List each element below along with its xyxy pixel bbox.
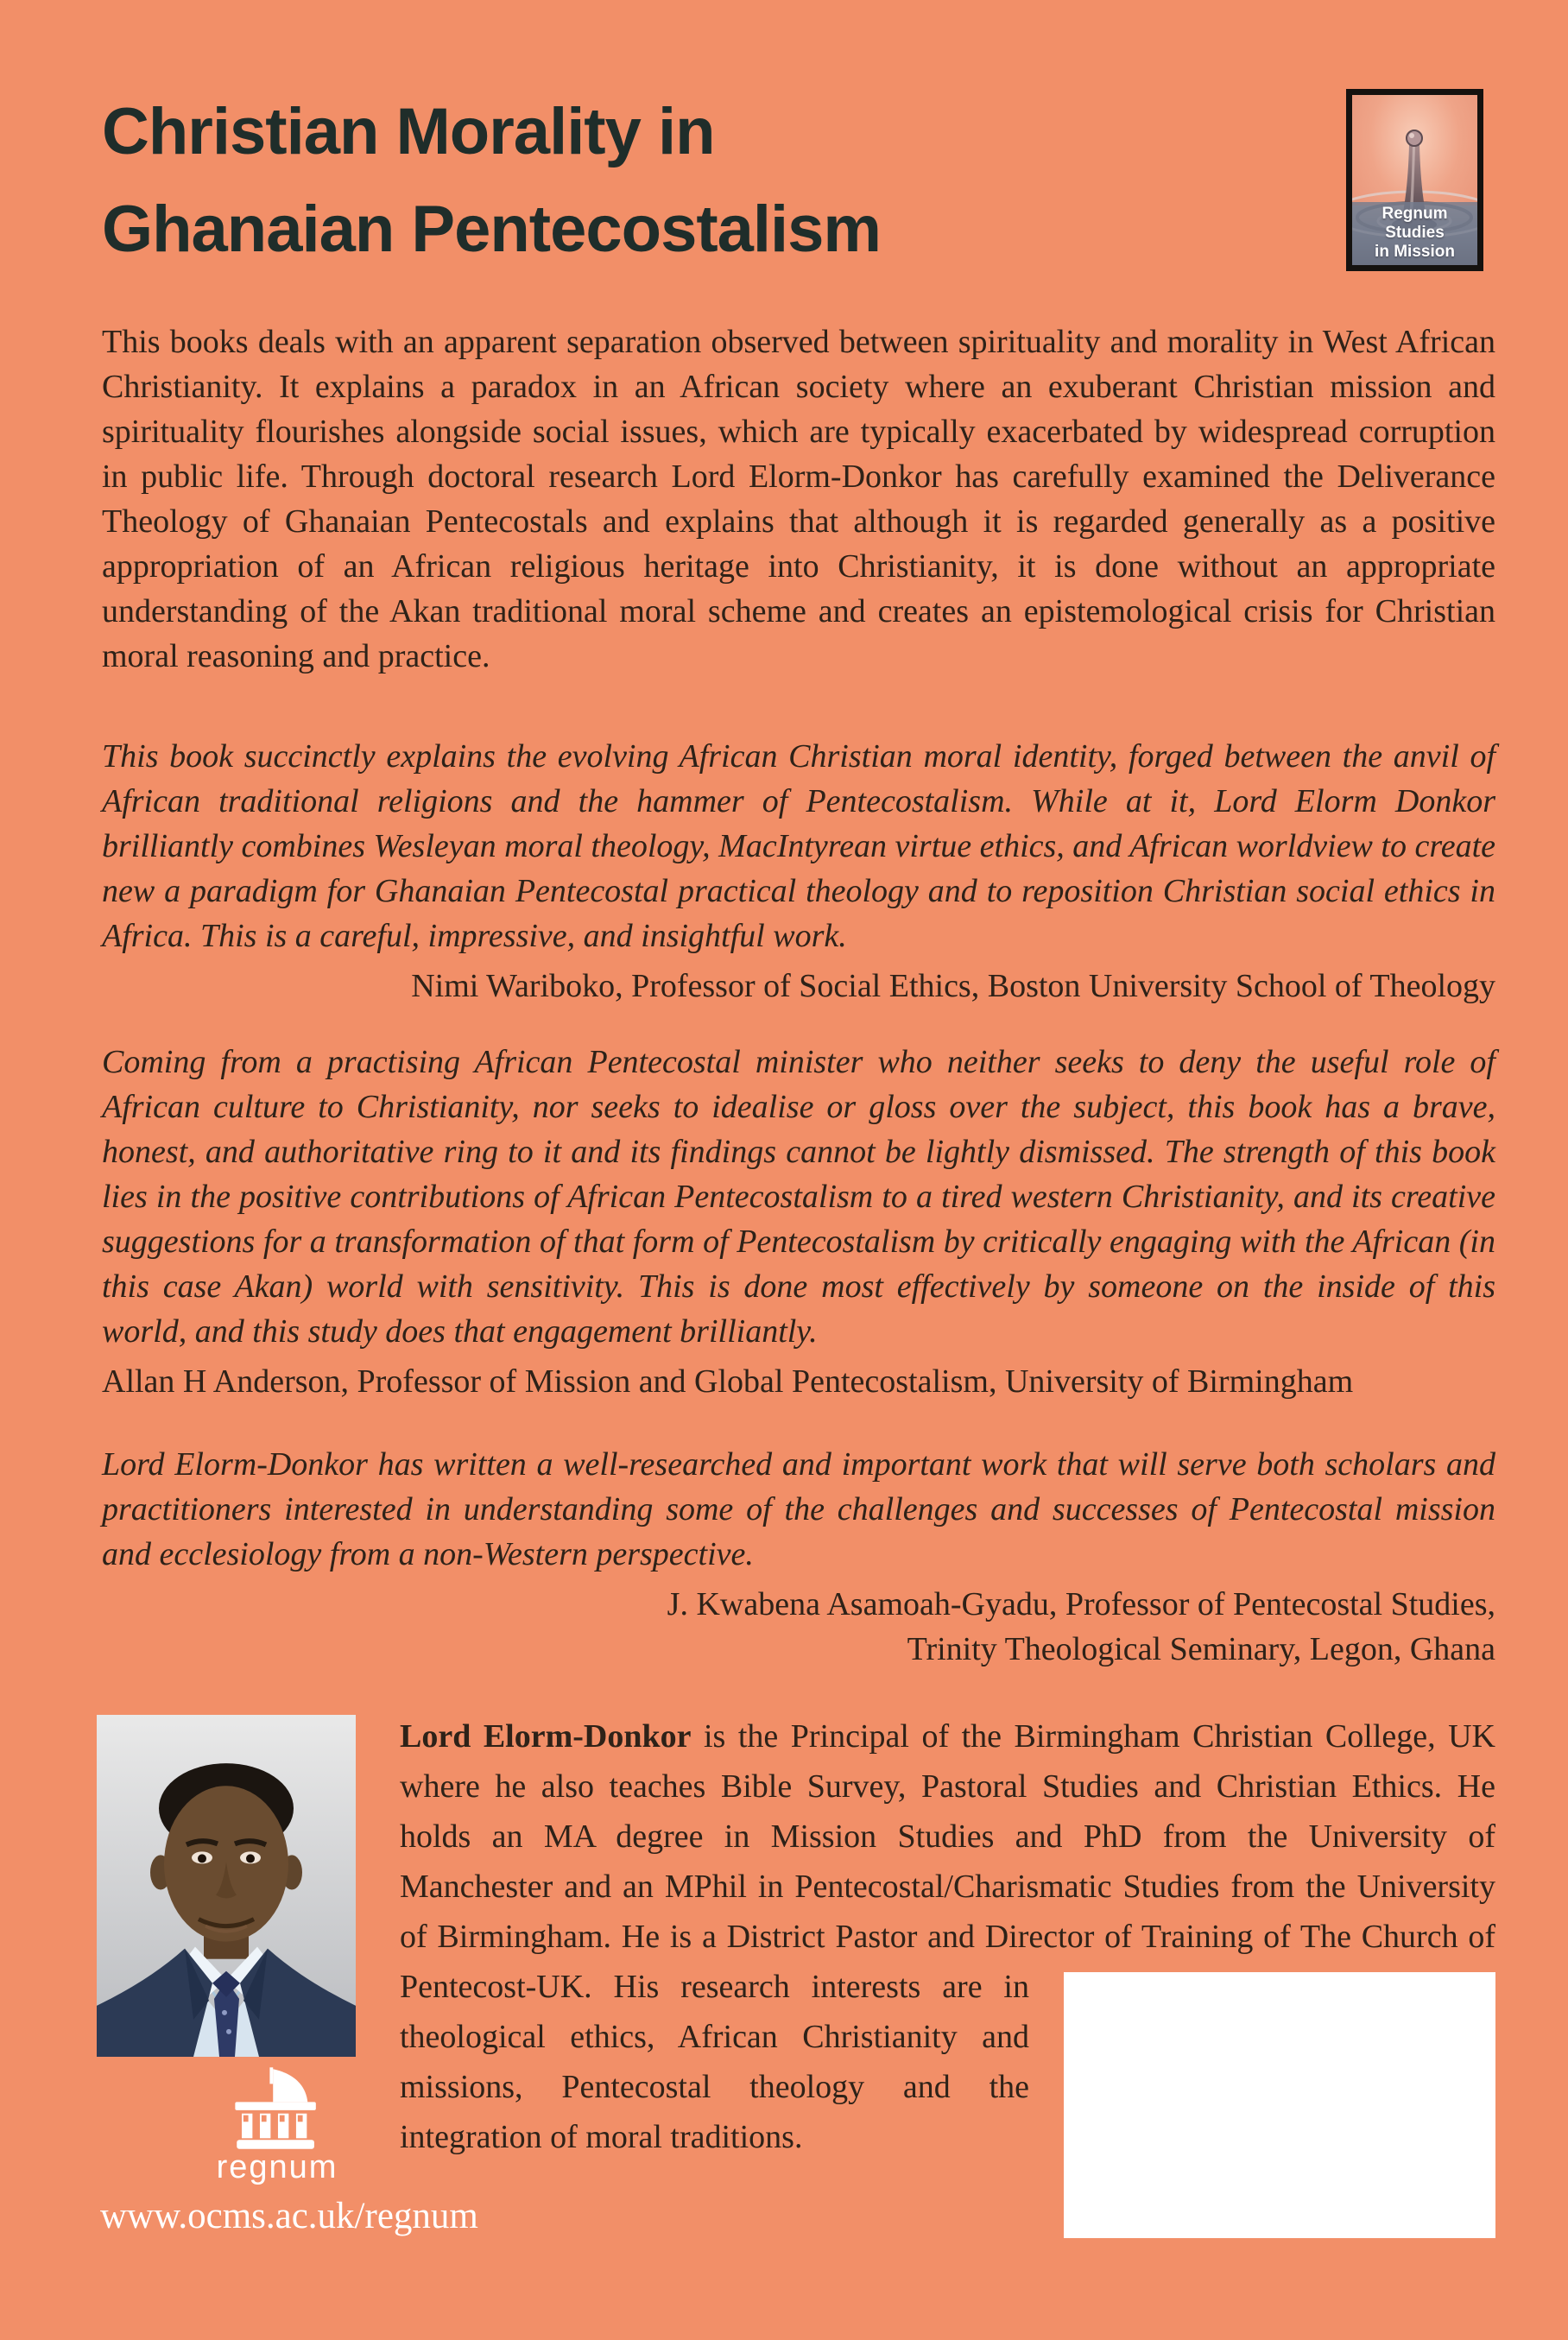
author-name: Lord Elorm-Donkor <box>400 1718 692 1755</box>
publisher-logo <box>212 2067 342 2185</box>
book-title <box>102 83 1495 278</box>
endorsement-attribution-1: Nimi Wariboko, Professor of Social Ethics, Boston University School of Theology <box>411 968 1495 1004</box>
regnum-building-icon <box>224 2067 331 2150</box>
book-title-line1: Christian Morality in <box>102 95 715 168</box>
series-badge-caption <box>1352 202 1477 265</box>
endorsement-quote-3: Lord Elorm-Donkor has written a well-researched and important work that will serve both scholars and practitioners interested in understanding some of the challenges and successes of Pentecostal mission and ecclesiology from a non-Western perspective. <box>102 1446 1495 1572</box>
endorsement-attribution-3-line1: J. Kwabena Asamoah-Gyadu, Professor of Pentecostal Studies, <box>667 1586 1495 1622</box>
series-badge-caption-line2: in Mission <box>1375 243 1455 261</box>
publisher-logo-text: regnum <box>216 2149 338 2185</box>
endorsement-attribution-2: Allan H Anderson, Professor of Mission and Global Pentecostalism, University of Birmingham <box>102 1363 1354 1400</box>
publisher-url: www.ocms.ac.uk/regnum <box>100 2196 478 2236</box>
barcode-placeholder <box>1064 1972 1495 2238</box>
endorsement-attribution-3-line2: Trinity Theological Seminary, Legon, Ghana <box>907 1631 1495 1667</box>
series-badge <box>1346 89 1483 271</box>
endorsement-attribution-3 <box>102 1582 1495 1672</box>
author-photo <box>97 1715 356 2057</box>
series-badge-caption-line1: Regnum Studies <box>1381 205 1448 242</box>
endorsement-quote-2: Coming from a practising African Pentecostal minister who neither seeks to deny the useful role of African culture to Christianity, nor seeks to idealise or gloss over the subject, this book has a brave, honest, and authoritative ring to it and its findings cannot be lightly dismissed. The strength of this book lies in the positive contributions of African Pentecostalism to a tired western Christianity, and its creative suggestions for a transformation of that form of Pentecostalism by critically engaging with the African (in this case Akan) world with sensitivity. This is done most effectively by someone on the inside of this world, and this study does that engagement brilliantly. <box>102 1044 1495 1350</box>
synopsis-paragraph: This books deals with an apparent separation observed between spirituality and morality in West African Christianity. It explains a paradox in an African society where an exuberant Christian mission and spirituality flourishes alongside social issues, which are typically exacerbated by widespread corruption in public life. Through doctoral research Lord Elorm-Donkor has carefully examined the Deliverance Theology of Ghanaian Pentecostals and explains that although it is regarded generally as a positive appropriation of an African religious heritage into Christianity, it is done without an appropriate understanding of the Akan traditional moral scheme and creates an epistemological crisis for Christian moral reasoning and practice. <box>102 324 1495 674</box>
author-portrait-illustration <box>97 1715 356 2057</box>
author-bio <box>400 1711 1495 2162</box>
endorsement-quote-1: This book succinctly explains the evolving African Christian moral identity, forged between the anvil of African traditional religions and the hammer of Pentecostalism. While at it, Lord Elorm Donkor brilliantly combines Wesleyan moral theology, MacIntyrean virtue ethics, and African worldview to create new a paradigm for Ghanaian Pentecostal practical theology and to reposition Christian social ethics in Africa. This is a careful, impressive, and insightful work. <box>102 738 1495 954</box>
author-bio-part1: is the Principal of the Birmingham Christian College, UK where he also teaches Bible Survey, Pastoral Studies and Christian Ethics. He holds an MA degree in Mission Studies and PhD from the University of Manchester and an MPhil in Pentecostal/Charismatic Studies from the University of Birmingham. He is a District Pastor and Director of Training of The Church of Pentecost-UK. His research interests <box>400 1718 1496 2005</box>
author-bio-part2: are in theological ethics, African Christianity and missions, Pentecostal theology and the integration of moral traditions. <box>400 1969 1029 2155</box>
water-drop-image <box>1352 95 1477 265</box>
book-title-line2: Ghanaian Pentecostalism <box>102 193 881 266</box>
